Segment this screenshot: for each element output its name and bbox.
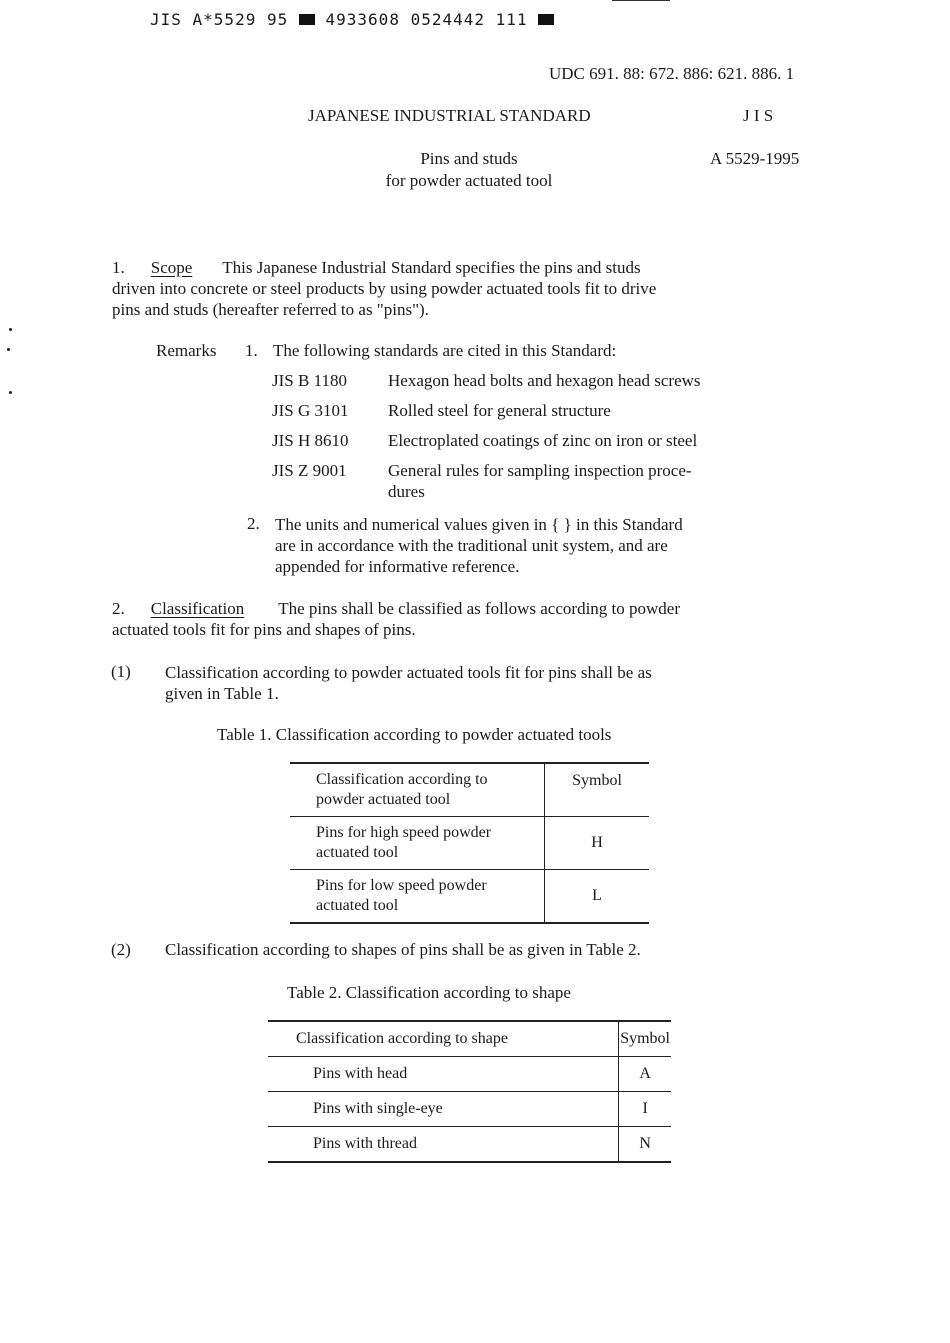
table-header-row [290, 763, 649, 817]
scope-line1: This Japanese Industrial Standard specifies the pins and studs [222, 258, 641, 277]
scope-line2: driven into concrete or steel products by using powder actuated tools fit to drive [112, 279, 657, 298]
table-cell-symbol: N [619, 1127, 671, 1163]
udc-number: UDC 691. 88: 672. 886: 621. 886. 1 [549, 64, 795, 83]
scope-number: 1. [112, 258, 125, 277]
cell-line: actuated tool [316, 897, 399, 914]
table-cell [290, 870, 545, 924]
table2 [268, 1020, 671, 1163]
header-code-prefix: JIS A*5529 95 [150, 10, 289, 29]
header-code-number1: 4933608 [325, 10, 400, 29]
item2-label: (2) [111, 940, 131, 959]
scan-speck [9, 391, 12, 394]
table-cell [290, 817, 545, 870]
cited-standard-title: Rolled steel for general structure [388, 401, 611, 420]
table-cell-symbol: I [619, 1092, 671, 1127]
scope-section [112, 257, 656, 320]
table-cell: Pins with head [268, 1057, 619, 1092]
remarks-item2-line1: The units and numerical values given in { } in this Standard [275, 515, 683, 534]
black-block-icon [299, 14, 315, 25]
item1-line1: Classification according to powder actuated tools fit for pins shall be as [165, 663, 652, 682]
standard-title: JAPANESE INDUSTRIAL STANDARD [308, 106, 591, 125]
classification-line2: actuated tools fit for pins and shapes of pins. [112, 620, 416, 639]
doc-title-line2: for powder actuated tool [385, 171, 553, 190]
cited-standard-code: JIS H 8610 [272, 431, 349, 450]
cell-line: actuated tool [316, 844, 399, 861]
item1-line2: given in Table 1. [165, 684, 279, 703]
classification-number: 2. [112, 599, 125, 618]
table-cell-symbol: L [545, 870, 650, 924]
table-header-cell: Symbol [545, 763, 650, 817]
cited-standard-code: JIS B 1180 [272, 371, 347, 390]
scan-speck [7, 348, 10, 351]
header-code-line [150, 10, 554, 29]
jis-mark: J I S [743, 106, 774, 125]
classification-section [112, 598, 680, 640]
table-row [290, 817, 649, 870]
doc-number: A 5529-1995 [710, 149, 800, 168]
classification-line1: The pins shall be classified as follows according to powder [278, 599, 680, 618]
scope-line3: pins and studs (hereafter referred to as "pins"). [112, 300, 429, 319]
cited-standard-code: JIS G 3101 [272, 401, 349, 420]
cited-standard-title: Electroplated coatings of zinc on iron or steel [388, 431, 698, 450]
table2-caption: Table 2. Classification according to shape [287, 983, 571, 1002]
cell-line: Pins for high speed powder [316, 824, 492, 841]
header-line: Classification according to [316, 771, 488, 788]
remarks-item2-line3: appended for informative reference. [275, 557, 520, 576]
table-row [268, 1127, 671, 1163]
table-row [290, 870, 649, 924]
cell-line: Pins for low speed powder [316, 877, 487, 894]
remarks-label: Remarks [156, 341, 217, 360]
header-code-number2: 0524442 [410, 10, 486, 29]
table1 [290, 762, 649, 924]
header-line: powder actuated tool [316, 791, 451, 808]
cited-standard-title-cont: dures [388, 482, 425, 501]
table-row [268, 1057, 671, 1092]
table-cell: Pins with thread [268, 1127, 619, 1163]
table-cell-symbol: H [545, 817, 650, 870]
table-header-cell [290, 763, 545, 817]
table1-caption: Table 1. Classification according to powder actuated tools [217, 725, 612, 744]
scan-top-line [612, 0, 670, 1]
cited-standard-title: General rules for sampling inspection proce- [388, 461, 692, 480]
header-code-suffix: 111 [495, 10, 528, 29]
remarks-item1-text: The following standards are cited in this Standard: [273, 341, 617, 360]
scan-speck [9, 328, 12, 331]
scope-heading: Scope [150, 258, 193, 277]
table-header-row [268, 1021, 671, 1057]
table-row [268, 1092, 671, 1127]
item2-text: Classification according to shapes of pins shall be as given in Table 2. [165, 940, 641, 959]
remarks-item2-number: 2. [247, 514, 260, 533]
item1-label: (1) [111, 662, 131, 681]
table-header-cell: Classification according to shape [268, 1021, 619, 1057]
doc-title-line1: Pins and studs [420, 149, 518, 168]
remarks-item2-text [275, 514, 683, 577]
cited-standard-code: JIS Z 9001 [272, 461, 347, 480]
table-cell-symbol: A [619, 1057, 671, 1092]
black-block-icon [538, 14, 554, 25]
remarks-item2-line2: are in accordance with the traditional unit system, and are [275, 536, 668, 555]
cited-standard-title: Hexagon head bolts and hexagon head screws [388, 371, 701, 390]
table-cell: Pins with single-eye [268, 1092, 619, 1127]
remarks-item1-number: 1. [245, 341, 258, 360]
table-header-cell: Symbol [619, 1021, 671, 1057]
classification-heading: Classification [150, 599, 245, 618]
item1-text [165, 662, 652, 704]
